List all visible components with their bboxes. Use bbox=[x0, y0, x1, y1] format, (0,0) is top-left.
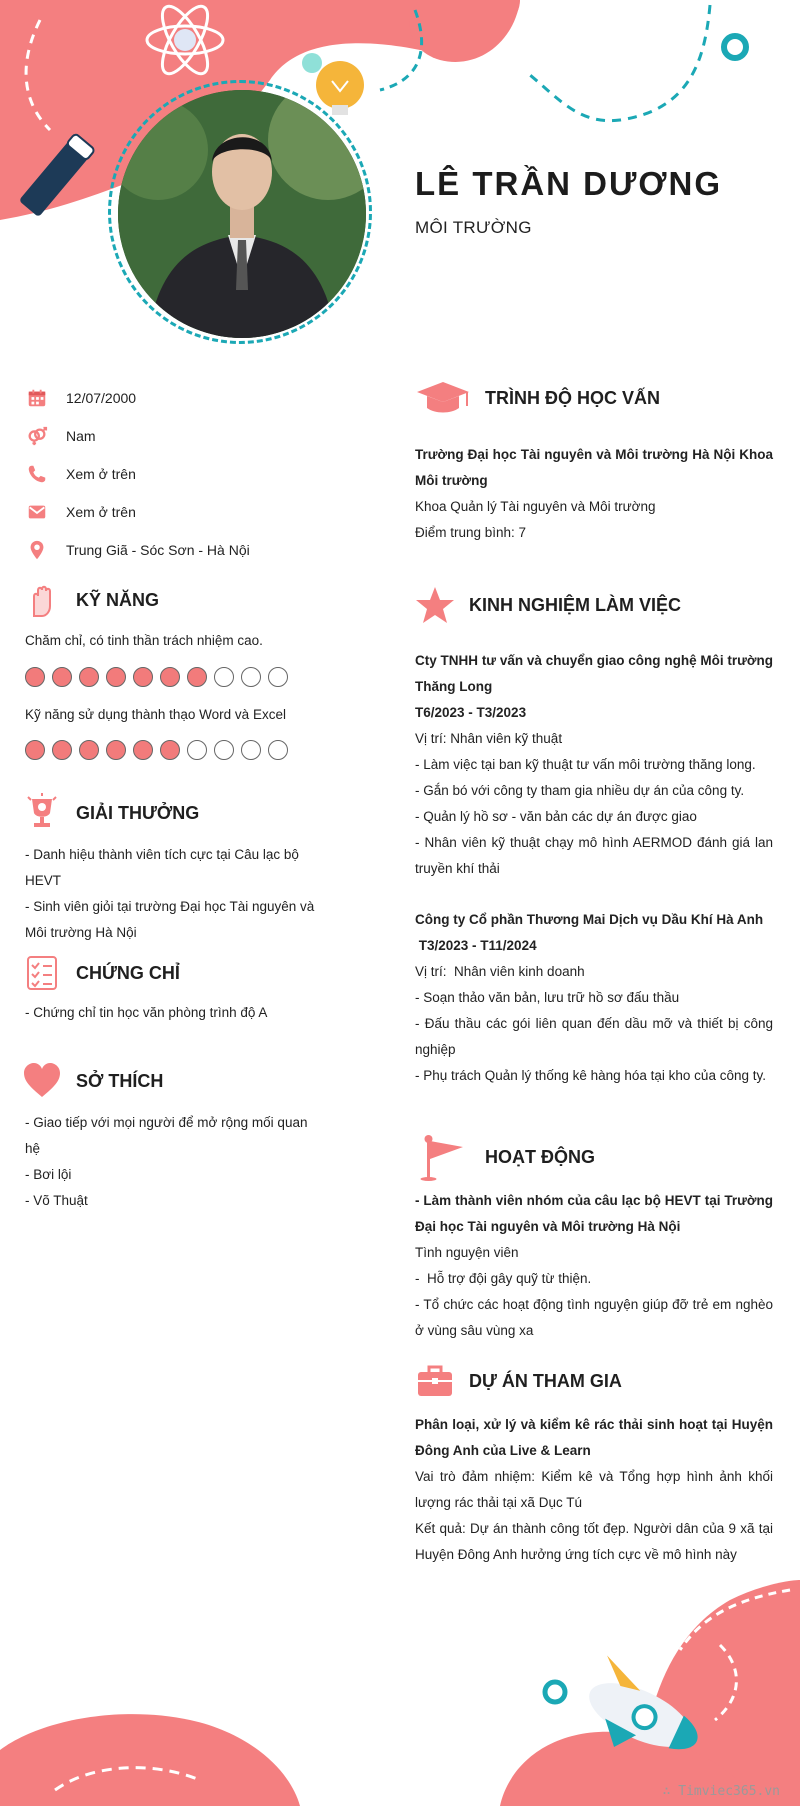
contact-text: Xem ở trên bbox=[66, 504, 136, 520]
award-item: - Danh hiệu thành viên tích cực tại Câu lạc bộ HEVT bbox=[25, 847, 299, 888]
activity-item: - Hỗ trợ đội gây quỹ từ thiện. bbox=[415, 1271, 592, 1286]
location-icon bbox=[26, 539, 48, 561]
activities-body bbox=[415, 1188, 773, 1344]
project-detail: Kết quả: Dự án thành công tốt đẹp. Người dân của 9 xã tại Huyện Đông Anh hưởng ứng tích cực về mô hình này bbox=[415, 1521, 773, 1562]
education-section-header bbox=[415, 378, 660, 418]
portrait-photo-icon bbox=[118, 90, 366, 338]
candidate-position: MÔI TRƯỜNG bbox=[415, 218, 532, 237]
candidate-name: LÊ TRẦN DƯƠNG bbox=[415, 165, 723, 202]
rating-dot-filled bbox=[160, 740, 180, 760]
skill-name: Kỹ năng sử dụng thành thạo Word và Excel bbox=[25, 707, 286, 722]
awards-list bbox=[25, 842, 325, 946]
rating-dot-filled bbox=[79, 740, 99, 760]
watermark: ∴ Timviec365.vn bbox=[662, 1784, 780, 1799]
contact-phone bbox=[26, 459, 346, 489]
calendar-icon bbox=[26, 387, 48, 409]
hand-icon bbox=[22, 580, 62, 620]
rating-dot-filled bbox=[52, 667, 72, 687]
job-period: T3/2023 - T11/2024 bbox=[415, 938, 537, 953]
avatar bbox=[118, 90, 366, 338]
skill-rating bbox=[25, 740, 288, 760]
rating-dot-empty bbox=[241, 667, 261, 687]
hobbies-section-header bbox=[22, 1061, 163, 1101]
hobbies-list bbox=[25, 1110, 325, 1214]
watermark-text: Timviec365.vn bbox=[678, 1784, 780, 1799]
skills-title: KỸ NĂNG bbox=[76, 589, 160, 610]
experience-job bbox=[415, 648, 773, 882]
job-duty: - Soạn thảo văn bản, lưu trữ hồ sơ đấu thầu bbox=[415, 990, 680, 1005]
contact-gender bbox=[26, 421, 346, 451]
award-item: - Sinh viên giỏi tại trường Đại học Tài nguyên và Môi trường Hà Nội bbox=[25, 899, 315, 940]
rating-dot-filled bbox=[187, 667, 207, 687]
activities-title: HOẠT ĐỘNG bbox=[485, 1146, 595, 1167]
job-duty: - Phụ trách Quản lý thống kê hàng hóa tại kho của công ty. bbox=[415, 1068, 766, 1083]
projects-section-header bbox=[415, 1361, 622, 1401]
skills-section-header bbox=[22, 580, 159, 620]
heart-icon bbox=[22, 1061, 62, 1101]
rating-dot-filled bbox=[106, 740, 126, 760]
hobby-item: - Giao tiếp với mọi người để mở rộng mối quan hệ bbox=[25, 1115, 308, 1156]
activity-item: - Tổ chức các hoạt động tình nguyện giúp đỡ trẻ em nghèo ở vùng sâu vùng xa bbox=[415, 1297, 773, 1338]
email-icon bbox=[26, 501, 48, 523]
job-duty: - Đấu thầu các gói liên quan đến dầu mỡ và thiết bị công nghiệp bbox=[415, 1016, 773, 1057]
hobby-item: - Võ Thuật bbox=[25, 1193, 88, 1208]
job-period: T6/2023 - T3/2023 bbox=[415, 705, 527, 720]
rating-dot-empty bbox=[214, 740, 234, 760]
activities-section-header bbox=[415, 1133, 595, 1181]
certificates-title: CHỨNG CHỈ bbox=[76, 962, 180, 983]
experience-title: KINH NGHIỆM LÀM VIỆC bbox=[469, 594, 682, 615]
rating-dot-filled bbox=[133, 740, 153, 760]
activity-heading: - Làm thành viên nhóm của câu lạc bộ HEVT tại Trường Đại học Tài nguyên và Môi trường Hà Nội bbox=[415, 1193, 773, 1234]
project-detail: Vai trò đảm nhiệm: Kiểm kê và Tổng hợp hình ảnh khối lượng rác thải tại xã Dục Tú bbox=[415, 1469, 773, 1510]
projects-body bbox=[415, 1412, 773, 1568]
rating-dot-filled bbox=[160, 667, 180, 687]
certificates-section-header bbox=[22, 953, 180, 993]
certificate-item: - Chứng chỉ tin học văn phòng trình độ A bbox=[25, 1005, 268, 1020]
skill-name: Chăm chỉ, có tinh thần trách nhiệm cao. bbox=[25, 633, 263, 648]
rating-dot-empty bbox=[268, 667, 288, 687]
rating-dot-empty bbox=[268, 740, 288, 760]
awards-title: GIẢI THƯỞNG bbox=[76, 802, 200, 823]
rating-dot-filled bbox=[25, 740, 45, 760]
faculty: Khoa Quản lý Tài nguyên và Môi trường bbox=[415, 499, 656, 514]
company-name: Cty TNHH tư vấn và chuyển giao công nghệ Môi trường Thăng Long bbox=[415, 653, 773, 694]
contact-text: Xem ở trên bbox=[66, 466, 136, 482]
job-duty: - Làm việc tại ban kỹ thuật tư vấn môi trường thăng long. bbox=[415, 757, 756, 772]
job-duty: - Gắn bó với công ty tham gia nhiều dự án của công ty. bbox=[415, 783, 745, 798]
rating-dot-filled bbox=[52, 740, 72, 760]
rating-dot-empty bbox=[214, 667, 234, 687]
job-position: Vị trí: Nhân viên kỹ thuật bbox=[415, 731, 563, 746]
star-icon bbox=[415, 585, 455, 625]
rating-dot-filled bbox=[25, 667, 45, 687]
company-name: Công ty Cổ phần Thương Mai Dịch vụ Dầu Khí Hà Anh bbox=[415, 912, 764, 927]
contact-text: 12/07/2000 bbox=[66, 390, 137, 406]
contact-text: Nam bbox=[66, 428, 96, 444]
rating-dot-empty bbox=[241, 740, 261, 760]
awards-section-header bbox=[22, 793, 199, 833]
experience-job bbox=[415, 907, 773, 1089]
graduation-cap-icon bbox=[415, 378, 471, 418]
skill-rating bbox=[25, 667, 288, 687]
checklist-icon bbox=[22, 953, 62, 993]
contact-email bbox=[26, 497, 346, 527]
phone-icon bbox=[26, 463, 48, 485]
briefcase-icon bbox=[415, 1361, 455, 1401]
projects-title: DỰ ÁN THAM GIA bbox=[469, 1370, 622, 1391]
gpa: Điểm trung bình: 7 bbox=[415, 525, 527, 540]
rating-dot-filled bbox=[79, 667, 99, 687]
job-position: Vị trí: Nhân viên kinh doanh bbox=[415, 964, 585, 979]
flag-icon bbox=[415, 1133, 471, 1181]
activity-role: Tình nguyện viên bbox=[415, 1245, 519, 1260]
gender-icon bbox=[26, 425, 48, 447]
contact-text: Trung Giã - Sóc Sơn - Hà Nội bbox=[66, 542, 250, 558]
hobby-item: - Bơi lội bbox=[25, 1167, 72, 1182]
project-heading: Phân loại, xử lý và kiểm kê rác thải sinh hoạt tại Huyện Đông Anh của Live & Learn bbox=[415, 1417, 773, 1458]
education-body bbox=[415, 442, 773, 546]
experience-section-header bbox=[415, 585, 681, 625]
job-duty: - Nhân viên kỹ thuật chạy mô hình AERMOD đánh giá lan truyền khí thải bbox=[415, 835, 773, 876]
rating-dot-filled bbox=[106, 667, 126, 687]
school-name: Trường Đại học Tài nguyên và Môi trường Hà Nội Khoa Môi trường bbox=[415, 447, 773, 488]
rating-dot-filled bbox=[133, 667, 153, 687]
hobbies-title: SỞ THÍCH bbox=[76, 1070, 164, 1091]
contact-address bbox=[26, 535, 346, 565]
contact-birthday bbox=[26, 383, 346, 413]
job-duty: - Quản lý hồ sơ - văn bản các dự án được giao bbox=[415, 809, 697, 824]
education-title: TRÌNH ĐỘ HỌC VẤN bbox=[485, 387, 660, 408]
trophy-icon bbox=[22, 793, 62, 833]
rating-dot-empty bbox=[187, 740, 207, 760]
